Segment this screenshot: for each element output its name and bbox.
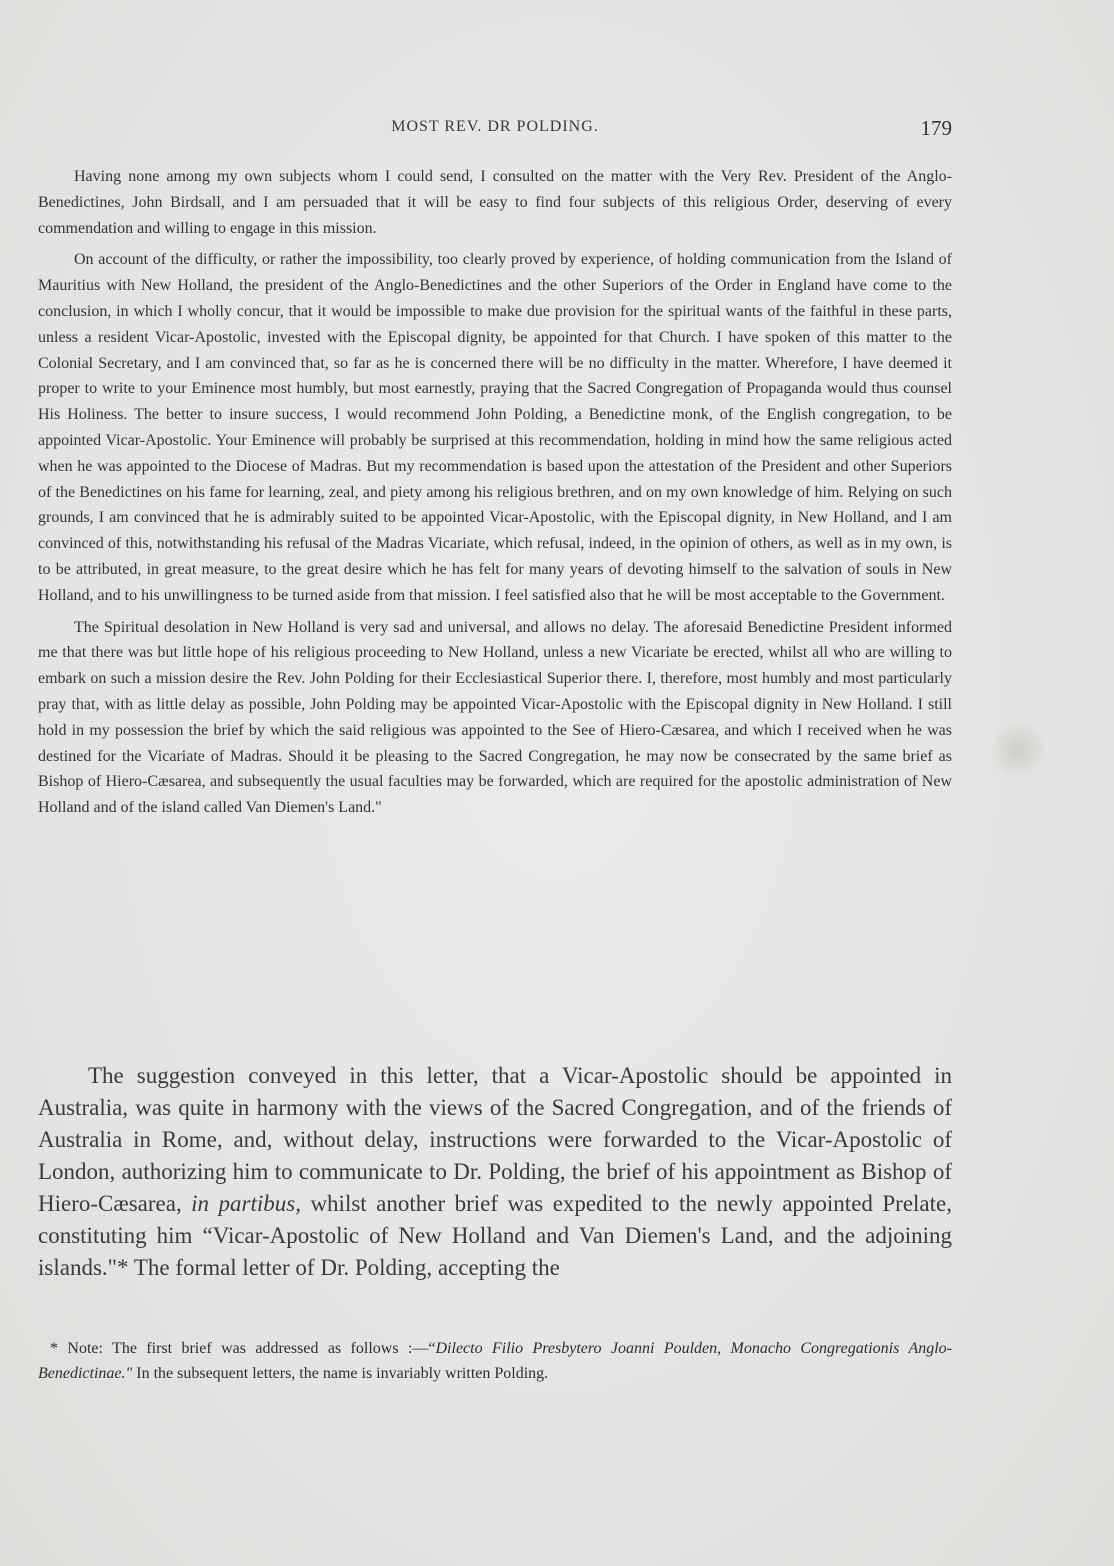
main-text-part-1: The suggestion conveyed in this letter, that a Vicar-Apostolic should be appointed in Australia, was quite in harmony with the views of the Sacred Congregation, and of the friends of Australia in Rome, and, without delay, instructions were forwarded to the Vicar-Apostolic of London, authorizing him to communicate to Dr. Polding, the brief of his appointment as Bishop of Hiero-Cæsarea, (38, 1063, 952, 1216)
quoted-letter (38, 164, 952, 821)
paper-stain (992, 720, 1044, 780)
main-text (38, 1060, 952, 1284)
main-paragraph (38, 1060, 952, 1284)
letter-paragraph-1: Having none among my own subjects whom I could send, I consulted on the matter with the Very Rev. President of the Anglo-Benedictines, John Birdsall, and I am persuaded that it will be easy to find four subjects of this religious Order, deserving of every commendation and willing to engage in this mission. (38, 168, 952, 237)
main-text-italic: in partibus, (191, 1191, 301, 1216)
page-number: 179 (920, 116, 952, 140)
footnote-paragraph (38, 1336, 952, 1386)
footnote-latin: Dilecto Filio Presbytero Joanni Poulden, Monacho Congregationis Anglo-Benedictinae." (38, 1340, 952, 1382)
running-title: MOST REV. DR POLDING. (391, 118, 599, 135)
letter-paragraph-3: The Spiritual desolation in New Holland is very sad and universal, and allows no delay. The aforesaid Benedictine President informed me that there was but little hope of his religious proceeding to New Holland, unless a new Vicariate be erected, whilst all who are willing to embark on such a mission desire the Rev. John Polding for their Ecclesiastical Superior there. I, therefore, most humbly and most particularly pray that, with as little delay as possible, John Polding may be appointed Vicar-Apostolic with the Episcopal dignity in New Holland. I still hold in my possession the brief by which the said religious was appointed to the See of Hiero-Cæsarea, and which I received when he was destined for the Vicariate of Madras. Should it be pleasing to the Sacred Congregation, he may now be consecrated by the same brief as Bishop of Hiero-Cæsarea, and subsequently the usual faculties may be forwarded, which are required for the apostolic administration of New Holland and of the island called Van Diemen's Land." (38, 618, 952, 817)
running-header (38, 116, 952, 142)
footnote-prefix: * Note: The first brief was addressed as follows :—“ (50, 1340, 436, 1357)
main-text-part-2: whilst another brief was expedited to the newly appointed Prelate, constituting him “Vicar-Apostolic of New Holland and Van Diemen's Land, and the adjoining islands."* The formal letter of Dr. Polding, accepting the (38, 1191, 952, 1280)
footnote (38, 1336, 952, 1386)
footnote-suffix: In the subsequent letters, the name is invariably written Polding. (132, 1365, 549, 1382)
letter-paragraph-2: On account of the difficulty, or rather the impossibility, too clearly proved by experience, of holding communication from the Island of Mauritius with New Holland, the president of the Anglo-Benedictines and the other Superiors of the Order in England have come to the conclusion, in which I wholly concur, that it would be impossible to make due provision for the spiritual wants of the faithful in these parts, unless a resident Vicar-Apostolic, invested with the Episcopal dignity, be appointed for that Church. I have spoken of this matter to the Colonial Secretary, and I am convinced that, so far as he is concerned there will be no difficulty in the matter. Wherefore, I have deemed it proper to write to your Eminence most humbly, but most earnestly, praying that the Sacred Congregation of Propaganda would thus counsel His Holiness. The better to insure success, I would recommend John Polding, a Benedictine monk, of the English congregation, to be appointed Vicar-Apostolic. Your Eminence will probably be surprised at this recommendation, holding in mind how the same religious acted when he was appointed to the Diocese of Madras. But my recommendation is based upon the attestation of the President and other Superiors of the Benedictines on his fame for learning, zeal, and piety among his religious brethren, and on my own knowledge of him. Relying on such grounds, I am convinced that he is admirably suited to be appointed Vicar-Apostolic, with the Episcopal dignity, in New Holland, and I am convinced of this, notwithstanding his refusal of the Madras Vicariate, which refusal, indeed, in the opinion of others, as well as in my own, is to be attributed, in great measure, to the great desire which he has felt for many years of devoting himself to the salvation of souls in New Holland, and to his unwillingness to be turned aside from that mission. I feel satisfied also that he will be most acceptable to the Government. (38, 251, 952, 604)
